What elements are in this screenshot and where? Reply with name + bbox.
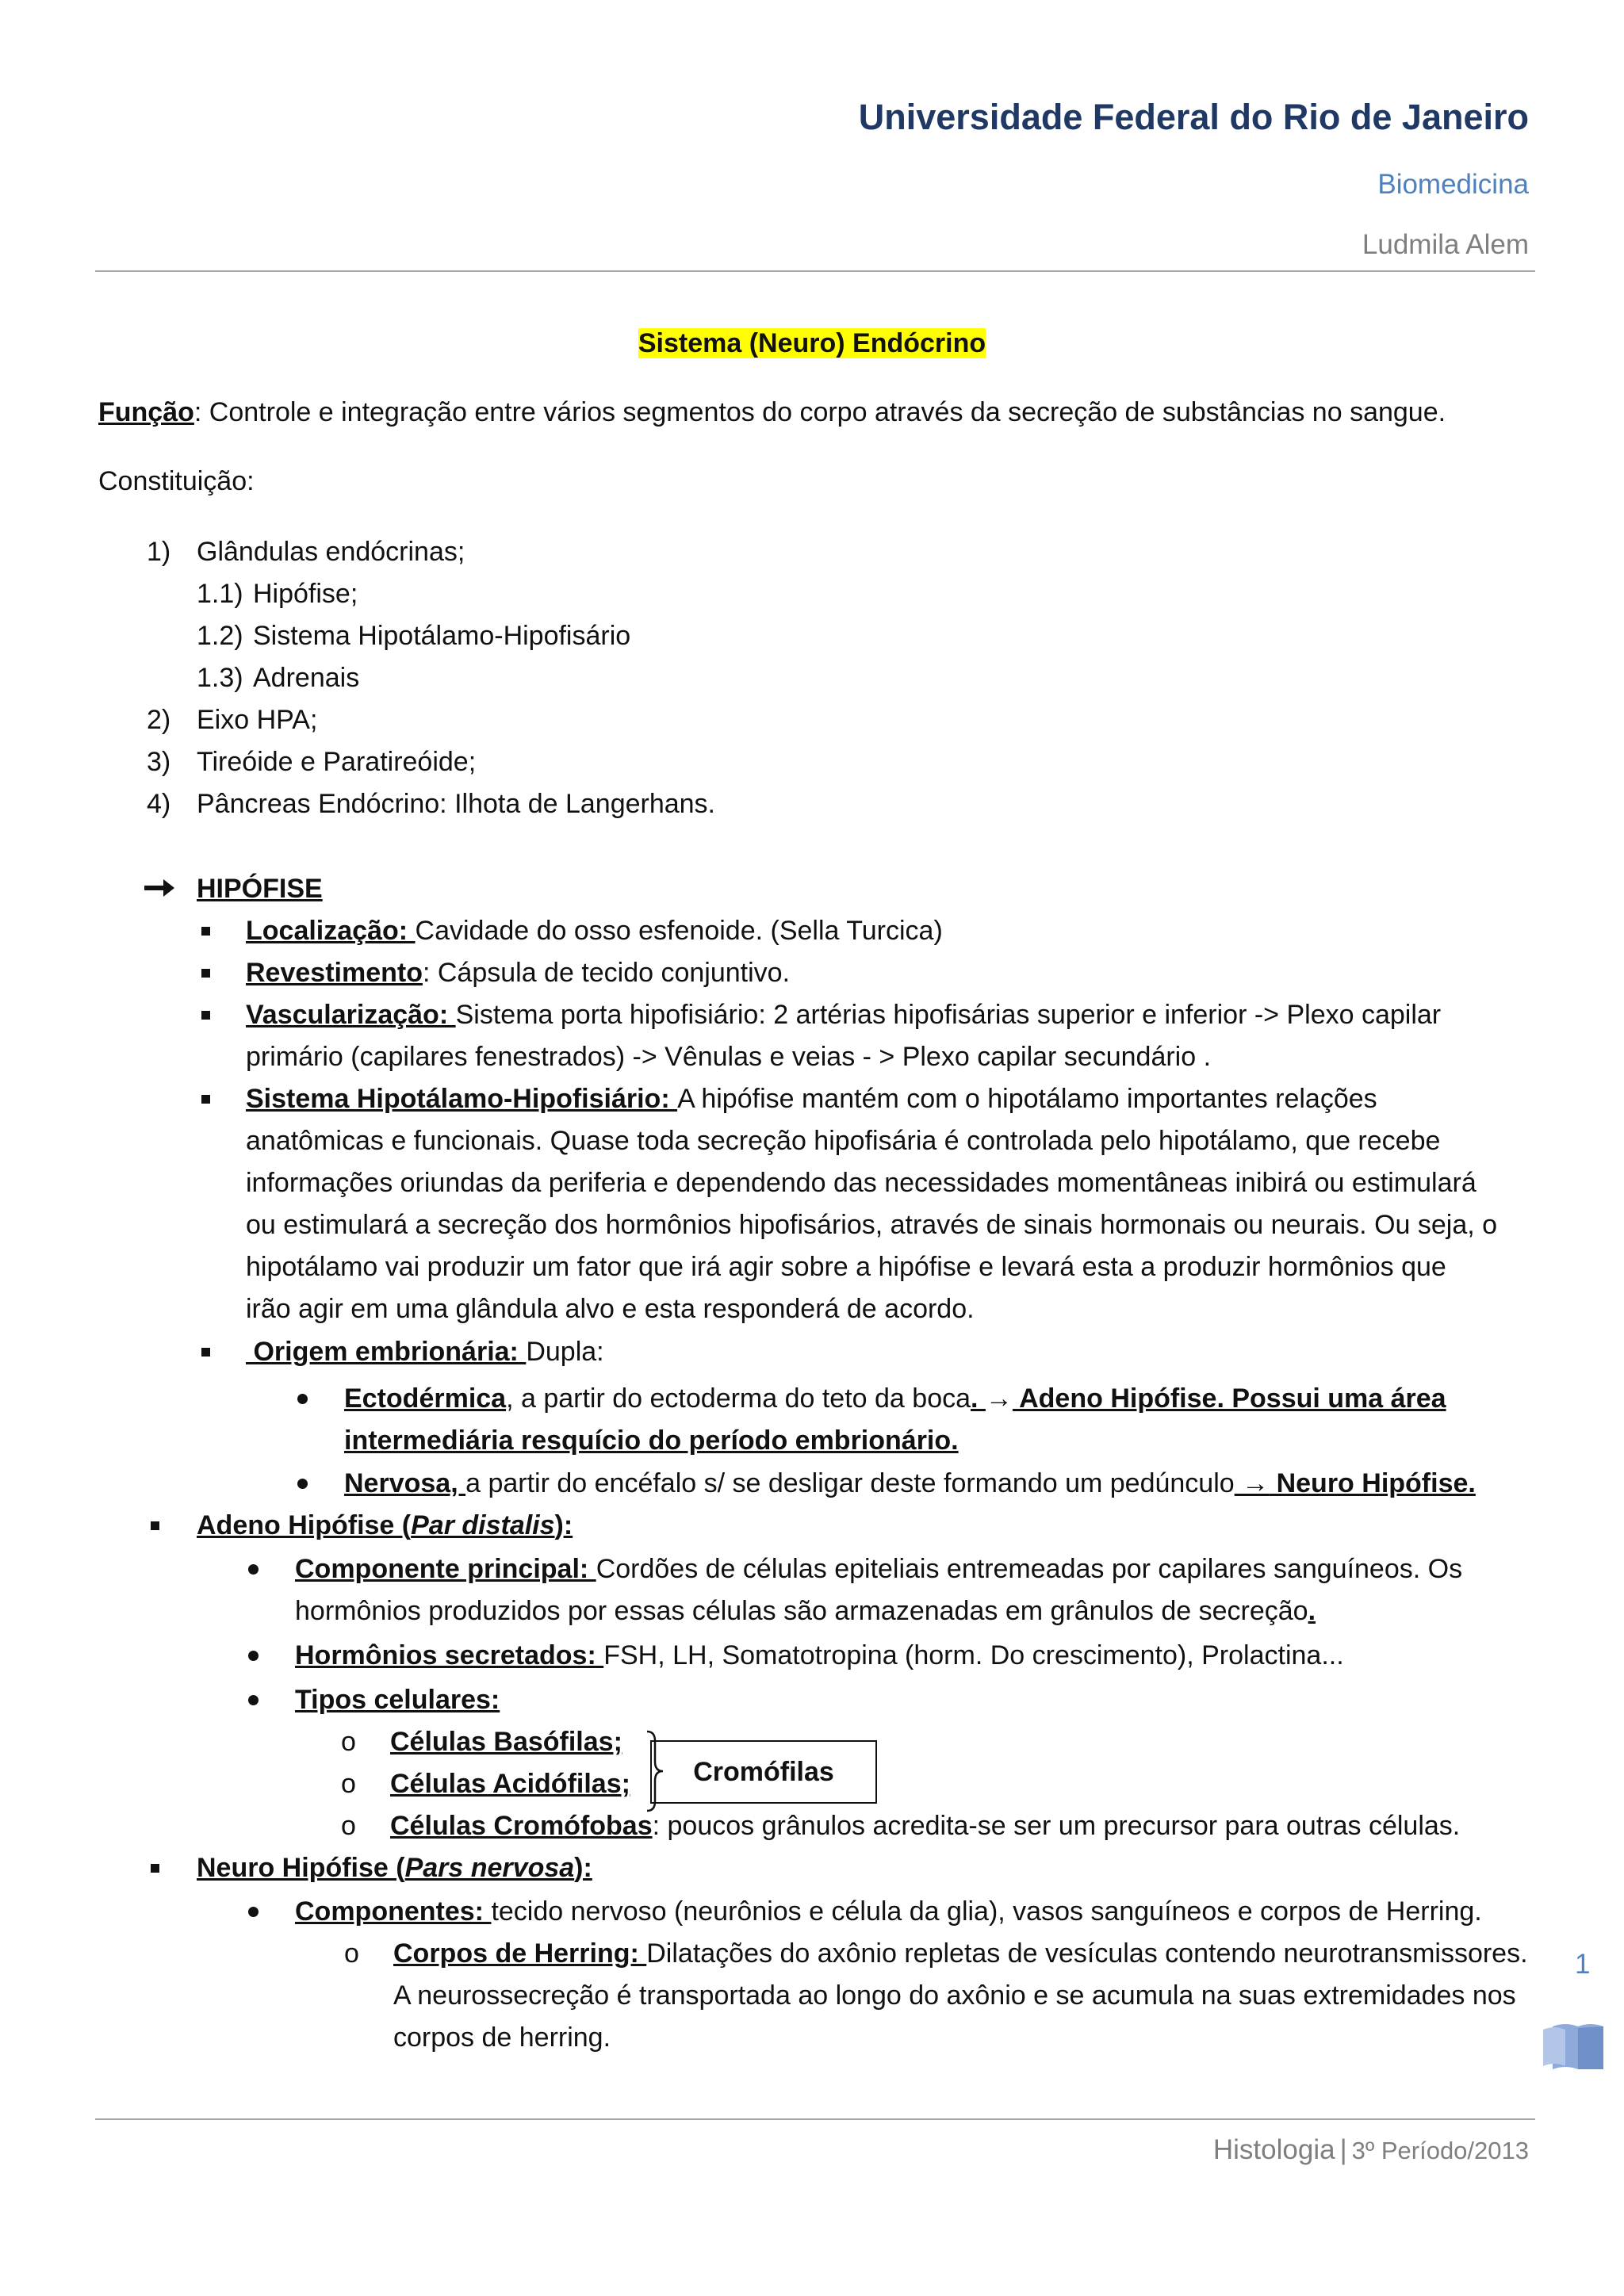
list-item: Pâncreas Endócrino: Ilhota de Langerhans.	[197, 789, 716, 819]
header-divider	[95, 270, 1535, 272]
basofilas-item: Células Basófilas;	[390, 1727, 622, 1757]
constituicao-label: Constituição:	[98, 466, 255, 496]
page-title: Sistema (Neuro) Endócrino	[638, 328, 986, 358]
funcao-paragraph: Função: Controle e integração entre vários segmentos do corpo através da secreção de substâncias no sangue.	[98, 397, 1446, 427]
round-bullet-icon	[248, 1651, 259, 1661]
sistema-line: irão agir em uma glândula alvo e esta responderá de acordo.	[246, 1294, 975, 1324]
adeno-heading: Adeno Hipófise (Par distalis):	[197, 1510, 573, 1540]
page-tab-icon	[1542, 2020, 1613, 2076]
herring-line: A neurossecreção é transportada ao longo do axônio e se acumula na suas extremidades nos	[393, 1980, 1516, 2011]
round-bullet-icon	[297, 1394, 308, 1404]
arrow-right-icon	[143, 875, 176, 901]
list-item: Hipófise;	[253, 579, 358, 609]
revestimento-item: Revestimento: Cápsula de tecido conjuntivo.	[246, 958, 791, 988]
ectodermica-item: Ectodérmica, a partir do ectoderma do teto da boca. → Adeno Hipófise. Possui uma área	[344, 1383, 1446, 1414]
page-number: 1	[1575, 1949, 1591, 1980]
list-item: Adrenais	[253, 663, 360, 693]
footer-divider	[95, 2118, 1535, 2120]
square-bullet-icon	[201, 1095, 210, 1104]
ectodermica-line: intermediária resquício do período embrionário.	[344, 1425, 959, 1456]
sistema-item: Sistema Hipotálamo-Hipofisiário: A hipófise mantém com o hipotálamo importantes relações	[246, 1084, 1377, 1114]
circle-bullet-icon: o	[341, 1769, 356, 1799]
square-bullet-icon	[151, 1521, 159, 1530]
circle-bullet-icon: o	[344, 1938, 359, 1969]
header-author: Ludmila Alem	[1362, 229, 1529, 260]
localizacao-item: Localização: Cavidade do osso esfenoide. (Sella Turcica)	[246, 916, 943, 946]
list-item: Eixo HPA;	[197, 705, 318, 735]
list-number: 1.1)	[197, 579, 243, 609]
herring-item: Corpos de Herring: Dilatações do axônio repletas de vesículas contendo neurotransmissores.	[393, 1938, 1528, 1969]
list-number: 2)	[147, 705, 171, 735]
circle-bullet-icon: o	[341, 1727, 356, 1757]
nervosa-item: Nervosa, a partir do encéfalo s/ se desligar deste formando um pedúnculo → Neuro Hipófise.	[344, 1468, 1476, 1498]
cromofilas-box: Cromófilas	[650, 1740, 877, 1804]
list-number: 1)	[147, 537, 171, 567]
vascularizacao-line: primário (capilares fenestrados) -> Vênulas e veias - > Plexo capilar secundário .	[246, 1042, 1212, 1072]
footer-subject: Histologia	[1212, 2134, 1335, 2165]
tipos-item: Tipos celulares:	[295, 1685, 500, 1715]
sistema-line: ou estimulará a secreção dos hormônios hipofisários, através de sinais hormonais ou neurais. Ou seja, o	[246, 1210, 1498, 1240]
list-item: Glândulas endócrinas;	[197, 537, 465, 567]
hormonios-item: Hormônios secretados: FSH, LH, Somatotropina (horm. Do crescimento), Prolactina...	[295, 1640, 1344, 1670]
hipofise-heading: HIPÓFISE	[197, 874, 323, 904]
square-bullet-icon	[201, 1011, 210, 1020]
round-bullet-icon	[248, 1907, 259, 1917]
list-number: 1.3)	[197, 663, 243, 693]
sistema-line: informações oriundas da periferia e dependendo das necessidades momentâneas inibirá ou estimulará	[246, 1168, 1477, 1198]
round-bullet-icon	[248, 1695, 259, 1705]
list-number: 1.2)	[197, 621, 243, 651]
arrow-icon: →	[1234, 1468, 1270, 1498]
header-university: Universidade Federal do Rio de Janeiro	[858, 97, 1529, 137]
header-course: Biomedicina	[1377, 169, 1529, 200]
square-bullet-icon	[151, 1864, 159, 1873]
componente-line: hormônios produzidos por essas células são armazenadas em grânulos de secreção.	[295, 1596, 1316, 1626]
cromofobas-item: Células Cromófobas: poucos grânulos acredita-se ser um precursor para outras células.	[390, 1811, 1461, 1841]
sistema-line: anatômicas e funcionais. Quase toda secreção hipofisária é controlada pelo hipotálamo, que recebe	[246, 1126, 1441, 1156]
arrow-icon: →	[985, 1383, 1013, 1414]
list-number: 3)	[147, 747, 171, 777]
round-bullet-icon	[297, 1479, 308, 1489]
round-bullet-icon	[248, 1564, 259, 1575]
square-bullet-icon	[201, 927, 210, 936]
acidofilas-item: Células Acidófilas;	[390, 1769, 630, 1799]
sistema-line: hipotálamo vai produzir um fator que irá agir sobre a hipófise e levará esta a produzir hormônios que	[246, 1252, 1446, 1282]
origem-item: Origem embrionária: Dupla:	[246, 1337, 604, 1367]
list-item: Sistema Hipotálamo-Hipofisário	[253, 621, 631, 651]
neuro-heading: Neuro Hipófise (Pars nervosa):	[197, 1853, 592, 1883]
componente-item: Componente principal: Cordões de células epiteliais entremeadas por capilares sanguíneos. Os	[295, 1554, 1463, 1584]
square-bullet-icon	[201, 1348, 210, 1357]
footer	[1213, 2134, 1529, 2166]
list-number: 4)	[147, 789, 171, 819]
footer-separator: |	[1339, 2134, 1347, 2165]
square-bullet-icon	[201, 969, 210, 978]
footer-period: 3º Período/2013	[1351, 2137, 1529, 2164]
componentes-item: Componentes: tecido nervoso (neurônios e célula da glia), vasos sanguíneos e corpos de Herring.	[295, 1896, 1482, 1927]
list-item: Tireóide e Paratireóide;	[197, 747, 477, 777]
vascularizacao-item: Vascularização: Sistema porta hipofisiário: 2 artérias hipofisárias superior e inferior -> Plexo capilar	[246, 1000, 1442, 1030]
circle-bullet-icon: o	[341, 1811, 356, 1841]
herring-line: corpos de herring.	[393, 2022, 611, 2053]
